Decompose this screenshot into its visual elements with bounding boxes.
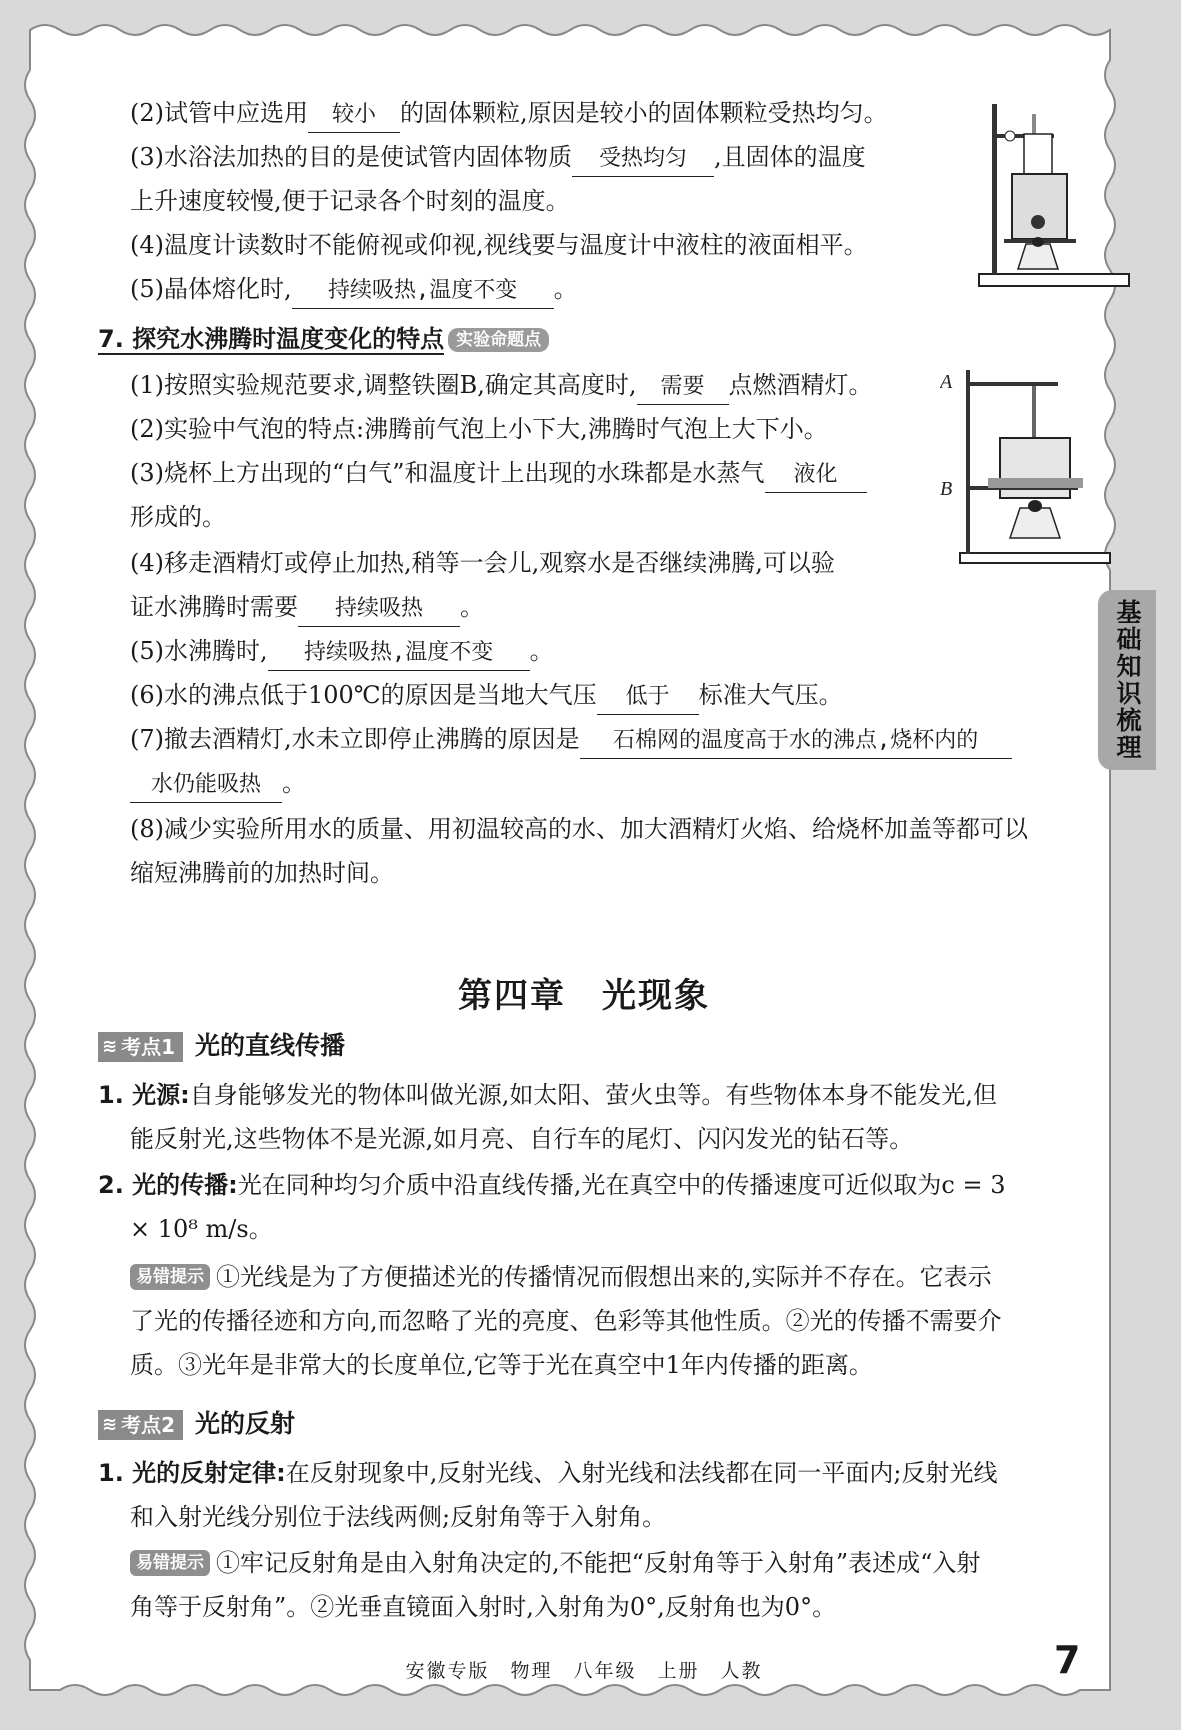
waves-icon: ≋ bbox=[102, 1414, 118, 1435]
boiling-apparatus-figure bbox=[940, 358, 1120, 568]
kaodian2-p1: 1. 光的反射定律:在反射现象中,反射光线、入射光线和法线都在同一平面内;反射光线 bbox=[98, 1459, 998, 1487]
kaodian2-tip-2: 角等于反射角”。②光垂直镜面入射时,入射角为0°,反射角也为0°。 bbox=[130, 1593, 837, 1621]
kaodian1-heading: ≋ 考点1 光的直线传播 bbox=[98, 1028, 345, 1064]
exp7-item-8-cont: 缩短沸腾前的加热时间。 bbox=[130, 859, 394, 887]
kaodian1-tip-2: 了光的传播径迹和方向,而忽略了光的亮度、色彩等其他性质。②光的传播不需要介 bbox=[130, 1307, 1002, 1335]
exp7-item-7: (7)撤去酒精灯,水未立即停止沸腾的原因是 石棉网的温度高于水的沸点,烧杯内的 bbox=[130, 722, 1012, 759]
exp6-item-5: (5)晶体熔化时, 持续吸热,温度不变 。 bbox=[130, 272, 578, 309]
label-b: B bbox=[940, 478, 953, 500]
kaodian2-badge: ≋ 考点2 bbox=[98, 1410, 183, 1440]
exp7-item-4: (4)移走酒精灯或停止加热,稍等一会儿,观察水是否继续沸腾,可以验 bbox=[130, 549, 835, 577]
exp7-item-5: (5)水沸腾时, 持续吸热,温度不变 。 bbox=[130, 634, 554, 671]
exp7-item-1: (1)按照实验规范要求,调整铁圈B,确定其高度时, 需要 点燃酒精灯。 bbox=[130, 368, 873, 405]
page-content bbox=[54, 38, 1114, 1682]
exp6-item-4: (4)温度计读数时不能俯视或仰视,视线要与温度计中液柱的液面相平。 bbox=[130, 231, 868, 259]
melting-apparatus-figure bbox=[974, 94, 1134, 294]
exp6-item-3-cont: 上升速度较慢,便于记录各个时刻的温度。 bbox=[130, 187, 570, 215]
exp7-item-7-cont: 水仍能吸热 。 bbox=[130, 766, 306, 803]
waves-icon: ≋ bbox=[102, 1036, 118, 1057]
label-a: A bbox=[940, 371, 953, 393]
page-number: 7 bbox=[1054, 1638, 1081, 1682]
exp7-item-3: (3)烧杯上方出现的“白气”和温度计上出现的水珠都是水蒸气 液化 bbox=[130, 456, 867, 493]
exp7-item-6: (6)水的沸点低于100℃的原因是当地大气压 低于 标准大气压。 bbox=[130, 678, 843, 715]
footer-text: 安徽专版 物理 八年级 上册 人教 bbox=[405, 1660, 763, 1682]
kaodian1-tip: 易错提示 ①光线是为了方便描述光的传播情况而假想出来的,实际并不存在。它表示 bbox=[130, 1260, 992, 1294]
exp7-item-2: (2)实验中气泡的特点:沸腾前气泡上小下大,沸腾时气泡上大下小。 bbox=[130, 415, 828, 443]
kaodian1-p1: 1. 光源:自身能够发光的物体叫做光源,如太阳、萤火虫等。有些物体本身不能发光,但 bbox=[98, 1081, 998, 1109]
kaodian2-p1-cont: 和入射光线分别位于法线两侧;反射角等于入射角。 bbox=[130, 1503, 667, 1531]
side-tab[interactable]: 基础知识梳理 bbox=[1098, 590, 1156, 770]
tip-badge: 易错提示 bbox=[130, 1550, 210, 1576]
kaodian1-p2: 2. 光的传播:光在同种均匀介质中沿直线传播,光在真空中的传播速度可近似取为c = 3 bbox=[98, 1171, 1006, 1199]
kaodian1-tip-3: 质。③光年是非常大的长度单位,它等于光在真空中1年内传播的距离。 bbox=[130, 1351, 873, 1379]
exp7-title: 7. 探究水沸腾时温度变化的特点 实验命题点 bbox=[98, 322, 549, 356]
kaodian2-tip: 易错提示 ①牢记反射角是由入射角决定的,不能把“反射角等于入射角”表述成“入射 bbox=[130, 1546, 980, 1580]
tip-badge: 易错提示 bbox=[130, 1264, 210, 1290]
exp6-item-3: (3)水浴法加热的目的是使试管内固体物质 受热均匀 ,且固体的温度 bbox=[130, 140, 866, 177]
exp7-item-4-cont: 证水沸腾时需要 持续吸热 。 bbox=[130, 590, 484, 627]
exp6-item-2: (2)试管中应选用 较小 的固体颗粒,原因是较小的固体颗粒受热均匀。 bbox=[130, 96, 888, 133]
kaodian1-p1-cont: 能反射光,这些物体不是光源,如月亮、自行车的尾灯、闪闪发光的钻石等。 bbox=[130, 1125, 914, 1153]
kaodian1-badge: ≋ 考点1 bbox=[98, 1032, 183, 1062]
exp7-tag: 实验命题点 bbox=[448, 328, 549, 352]
chapter-title: 第四章 光现象 bbox=[458, 976, 710, 1016]
kaodian1-p2-cont: × 10⁸ m/s。 bbox=[130, 1215, 273, 1243]
exp7-item-8: (8)减少实验所用水的质量、用初温较高的水、加大酒精灯火焰、给烧杯加盖等都可以 bbox=[130, 815, 1028, 843]
exp7-item-3-cont: 形成的。 bbox=[130, 503, 226, 531]
kaodian2-heading: ≋ 考点2 光的反射 bbox=[98, 1406, 295, 1442]
